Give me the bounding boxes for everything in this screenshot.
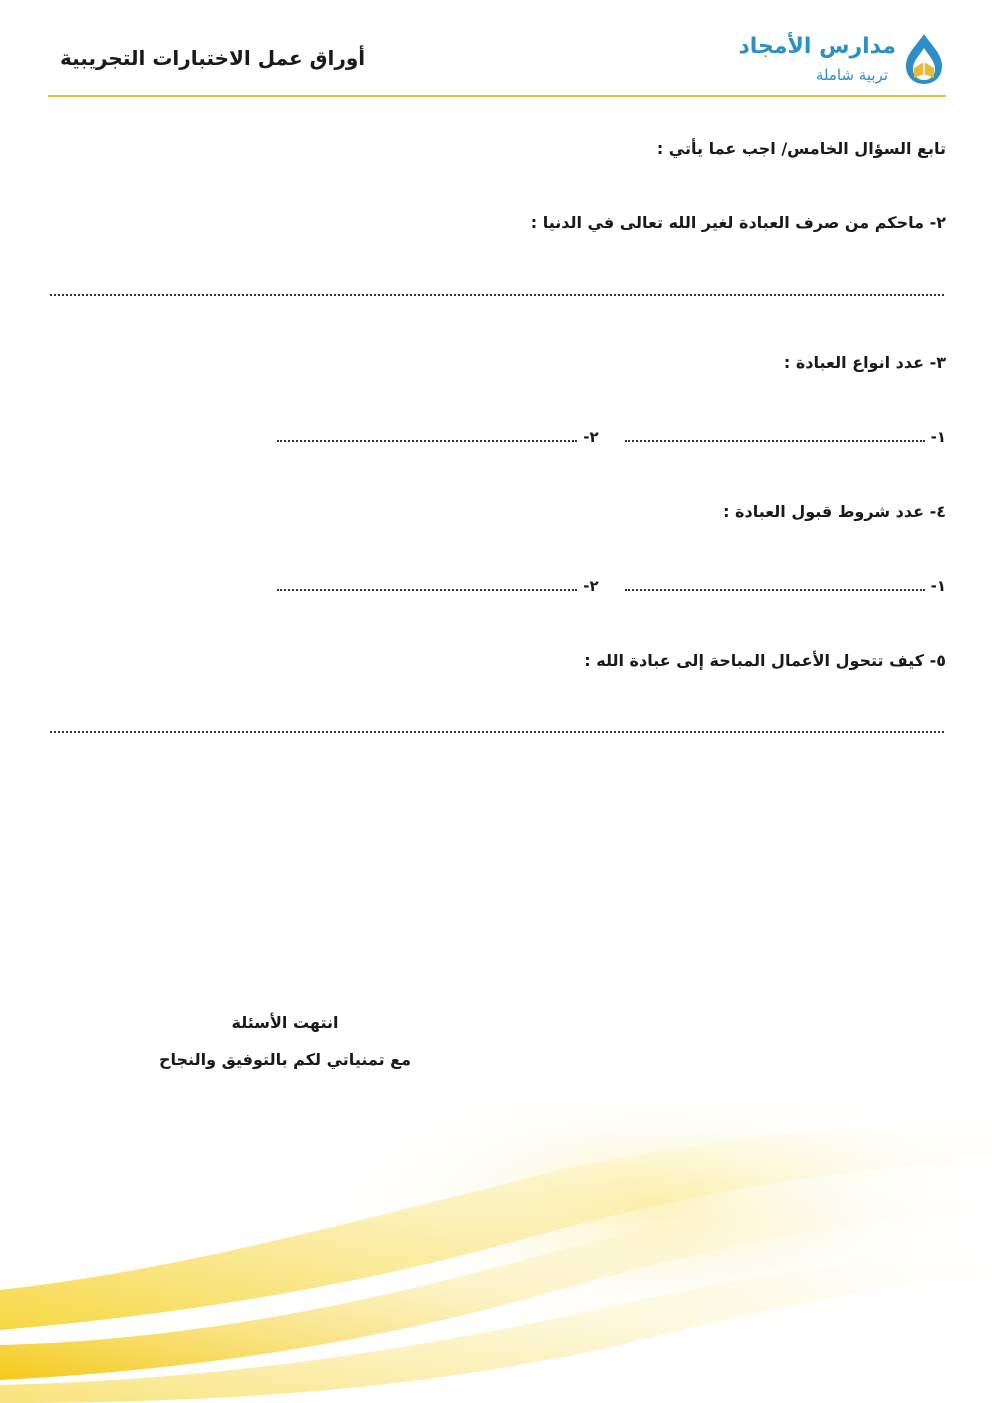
decorative-swoosh (0, 1100, 992, 1403)
answer-label-q3-2: ٢- (583, 428, 599, 446)
page-header (48, 28, 946, 94)
answer-line-q4-2[interactable] (277, 589, 577, 591)
header-divider (48, 95, 946, 97)
school-name: مدارس الأمجاد (738, 34, 896, 59)
closing-end-of-questions (150, 1013, 420, 1032)
question-5: ٥- كيف تتحول الأعمال المباحة إلى عبادة الله : (584, 651, 946, 670)
answer-row-q4 (277, 577, 946, 595)
closing-line-1: انتهت الأسئلة (231, 1013, 339, 1032)
section-intro: تابع السؤال الخامس/ اجب عما يأتي : (656, 139, 946, 158)
answer-row-q3 (277, 428, 946, 446)
question-4: ٤- عدد شروط قبول العبادة : (723, 502, 946, 521)
answer-label-q3-1: ١- (930, 428, 946, 446)
question-3: ٣- عدد انواع العبادة : (783, 353, 946, 372)
school-logo (736, 32, 946, 90)
school-tagline: تربية شاملة (815, 66, 888, 84)
answer-line-q3-2[interactable] (277, 440, 577, 442)
answer-line-q5[interactable] (50, 731, 944, 733)
closing-line-2: مع تمنياتي لكم بالتوفيق والنجاح (158, 1050, 412, 1069)
document-title: أوراق عمل الاختبارات التجريبية (60, 46, 366, 70)
answer-label-q4-2: ٢- (583, 577, 599, 595)
answer-line-q3-1[interactable] (625, 440, 925, 442)
answer-line-q2[interactable] (50, 294, 944, 296)
answer-line-q4-1[interactable] (625, 589, 925, 591)
school-logo-icon (902, 32, 946, 86)
answer-label-q4-1: ١- (930, 577, 946, 595)
closing-good-luck (150, 1050, 420, 1069)
question-2: ٢- ماحكم من صرف العبادة لغير الله تعالى في الدنيا : (530, 213, 946, 232)
